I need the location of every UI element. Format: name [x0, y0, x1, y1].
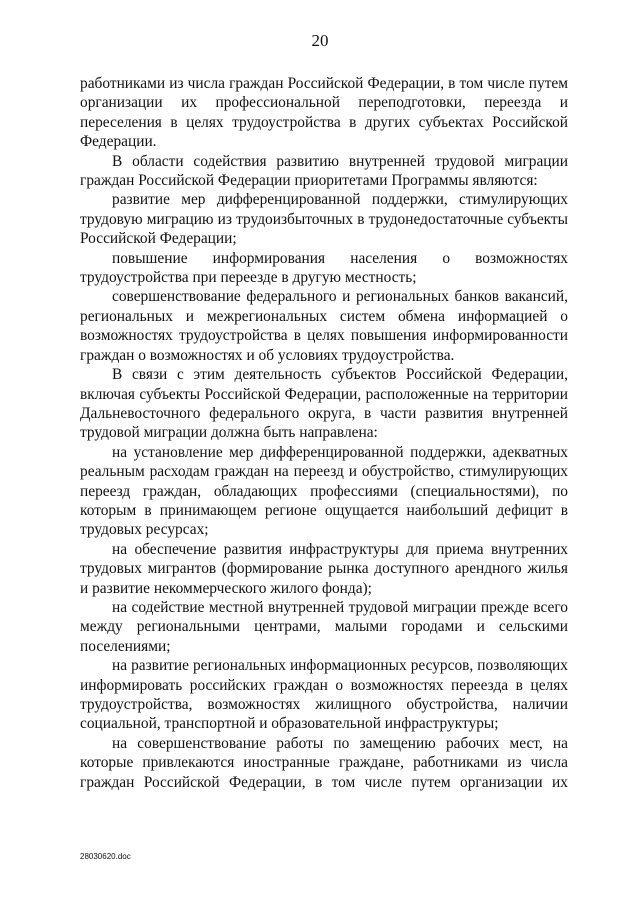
paragraph-information-resources: на развитие региональных информационных ресурсов, позволяющих информировать российских граждан о возможностях переезда в целях трудоустройства, возможностях жилищного обустройства, наличии социальной, транспортной и образовательной инфраструктуры;: [80, 657, 568, 733]
paragraph-local-migration: на содействие местной внутренней трудовой миграции прежде всего между региональными центрами, малыми городами и сельскими поселениями;: [80, 598, 568, 655]
document-body: [80, 74, 568, 792]
paragraph-infrastructure: на обеспечение развития инфраструктуры для приема внутренних трудовых мигрантов (формирование рынка доступного арендного жилья и развитие некоммерческого жилого фонда);: [80, 540, 568, 597]
paragraph-internal-migration-intro: В области содействия развитию внутренней трудовой миграции граждан Российской Федерации приоритетами Программы являются:: [80, 152, 568, 190]
paragraph-priority-informing: повышение информирования населения о возможностях трудоустройства при переезде в другую местность;: [80, 249, 568, 287]
paragraph-priority-support-measures: развитие мер дифференцированной поддержки, стимулирующих трудовую миграцию из трудоизбыточных в трудонедостаточные субъекты Российской Федерации;: [80, 191, 568, 248]
paragraph-job-replacement: на совершенствование работы по замещению рабочих мест, на которые привлекаются иностранные граждане, работниками из числа граждан Российской Федерации, в том числе путем организации их: [80, 734, 568, 791]
paragraph-priority-vacancy-banks: совершенствование федерального и региональных банков вакансий, региональных и межрегиональных систем обмена информацией о возможностях трудоустройства в целях повышения информированности граждан о возможностях и об условиях трудоустройства.: [80, 288, 568, 364]
paragraph-continuation: работниками из числа граждан Российской Федерации, в том числе путем организации их профессиональной переподготовки, переезда и переселения в целях трудоустройства в других субъектах Российской Федерации.: [80, 75, 568, 151]
page-number: 20: [311, 31, 329, 50]
footer-file-name: 28030620.doc: [80, 852, 131, 861]
paragraph-regional-activity: В связи с этим деятельность субъектов Российской Федерации, включая субъекты Российской Федерации, расположенные на территории Дальневосточного федерального округа, в части развития внутренней трудовой миграции должна быть направлена:: [80, 366, 568, 442]
paragraph-support-measures: на установление мер дифференцированной поддержки, адекватных реальным расходам граждан на переезд и обустройство, стимулирующих переезд граждан, обладающих профессиями (специальностями), по которым в принимающем регионе ощущается наибольший дефицит в трудовых ресурсах;: [80, 443, 568, 539]
